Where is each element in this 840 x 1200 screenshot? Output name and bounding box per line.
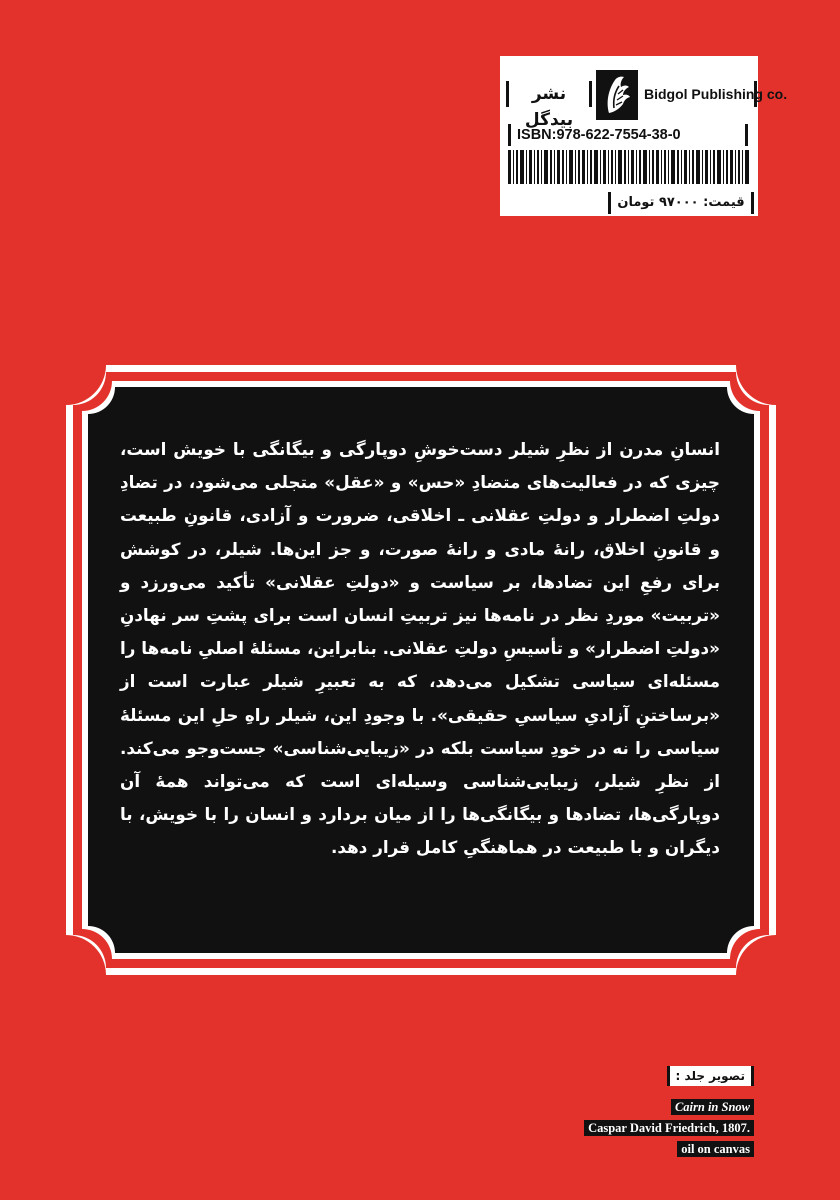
artwork-title: Cairn in Snow — [671, 1099, 754, 1115]
publisher-name-persian: نشر بیدگل — [506, 81, 592, 107]
cover-credit-title: تصویر جلد : — [667, 1066, 754, 1086]
bidgol-bird-logo-icon — [596, 70, 638, 120]
isbn-text: ISBN:978-622-7554-38-0 — [508, 124, 748, 146]
publisher-name-english: Bidgol Publishing co. — [644, 81, 757, 107]
cover-credit-lines — [584, 1096, 754, 1159]
barcode-icon — [508, 150, 750, 184]
back-cover-blurb: انسانِ مدرن از نظرِ شیلر دست‌خوشِ دوپارگی و بیگانگی با خویش است، چیزی که در فعالیت‌های متضادِ «حس» و «عقل» متجلی می‌شود، در تضادِ دولتِ اضطرار و دولتِ عقلانی ـ اخلاقی، ضرورت و آزادی، قانونِ طبیعت و قانونِ اخلاق، رانهٔ مادی و رانهٔ صورت، و جز این‌ها. شیلر، در کوشش برای رفعِ این تضادها، بر سیاست و «دولتِ عقلانی» تأکید می‌ورزد و «تربیت» موردِ نظر در نامه‌ها نیز تربیتِ انسان است برای پشتِ سر نهادنِ «دولتِ اضطرار» و تأسیسِ دولتِ عقلانی. بنابراین، مسئلهٔ اصلیِ نامه‌ها را مسئله‌ای سیاسی تشکیل می‌دهد، که به تعبیرِ شیلر عبارت است از «برساختنِ آزادیِ سیاسیِ حقیقی». با وجودِ این، شیلر راهِ حلِ این مسئلهٔ سیاسی را نه در خودِ سیاست بلکه در «زیبایی‌شناسی» جست‌وجو می‌کند. از نظرِ شیلر، زیبایی‌شناسی وسیله‌ای است که می‌تواند همهٔ آن دوپارگی‌ها، تضادها و بیگانگی‌ها را از میان بردارد و انسان را با خویش، با دیگران و با طبیعت در هماهنگیِ کامل قرار دهد. — [120, 439, 720, 858]
publisher-row — [506, 70, 788, 130]
price-label: قیمت: ۹۷۰۰۰ تومان — [608, 192, 754, 214]
publisher-label — [500, 56, 788, 216]
artwork-medium: oil on canvas — [677, 1141, 754, 1157]
artist-name: Caspar David Friedrich, 1807. — [584, 1120, 754, 1136]
